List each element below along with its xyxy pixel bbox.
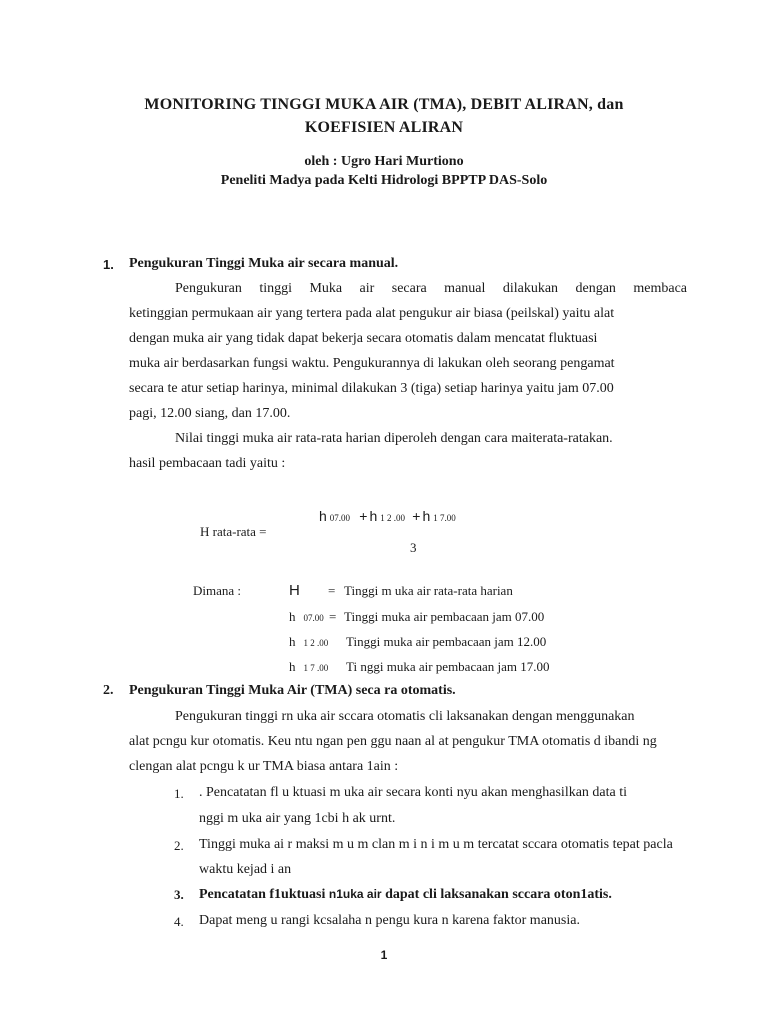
section1-para1-line3: dengan muka air yang tidak dapat bekerja secara otomatis dalam mencatat fluktuasi — [129, 331, 598, 346]
list-item-3-number: 3. — [174, 887, 184, 902]
list-item-3-line1: Pencatatan f1uktuasi n1uka air dapat cli laksanakan sccara oton1atis. — [199, 887, 612, 902]
affiliation-line: Peneliti Madya pada Kelti Hidrologi BPPTP DAS-Solo — [220, 173, 548, 188]
list-item-1-number: 1. — [174, 786, 184, 801]
list-item-2-number: 2. — [174, 838, 184, 853]
list-item-4-number: 4. — [174, 914, 184, 929]
section2-number: 2. — [103, 683, 114, 698]
where-row-1-eq: = — [328, 583, 336, 598]
section1-para1-line6: pagi, 12.00 siang, dan 17.00. — [129, 406, 291, 421]
section2-para-line3: clengan alat pcngu k ur TMA biasa antara 1ain : — [129, 759, 399, 774]
formula-denominator: 3 — [410, 540, 417, 555]
section1-para1-line5: secara te atur setiap harinya, minimal dilakukan 3 (tiga) setiap harinya yaitu jam 07.00 — [129, 381, 614, 396]
section2-para-line1: Pengukuran tinggi rn uka air sccara otomatis cli laksanakan dengan menggunakan — [175, 709, 635, 724]
where-label: Dimana : — [193, 583, 242, 598]
where-row-1: H — [289, 582, 300, 599]
section1-heading: Pengukuran Tinggi Muka air secara manual. — [129, 256, 399, 271]
page-number: 1 — [380, 948, 388, 962]
section1-number: 1. — [103, 257, 114, 272]
section1-para1-line1: Pengukuran tinggi Muka air secara manual dilakukan dengan membaca — [175, 281, 687, 296]
list-item-2-line1: Tinggi muka ai r maksi m u m clan m i n i m u m tercatat sccara otomatis tepat pacla — [199, 837, 673, 852]
list-item-1-line1: . Pencatatan fl u ktuasi m uka air secara konti nyu akan menghasilkan data ti — [199, 785, 628, 800]
list-item-4-line1: Dapat meng u rangi kcsalaha n pengu kura n karena faktor manusia. — [199, 913, 580, 928]
section2-para-line2: alat pcngu kur otomatis. Keu ntu ngan pen ggu naan al at pengukur TMA otomatis d ibandi ng — [129, 734, 657, 749]
document-title-line1: MONITORING TINGGI MUKA AIR (TMA), DEBIT ALIRAN, dan — [144, 96, 624, 113]
where-row-2-text: Tinggi muka air pembacaan jam 07.00 — [344, 609, 545, 624]
section1-para2-line1: Nilai tinggi muka air rata-rata harian diperoleh dengan cara maiterata-ratakan. — [175, 431, 613, 446]
section1-para1-line2: ketinggian permukaan air yang tertera pada alat pengukur air biasa (peilskal) yaitu alat — [129, 306, 615, 321]
where-row-2: h 07.00 = — [289, 609, 337, 624]
author-line: oleh : Ugro Hari Murtiono — [304, 154, 464, 169]
section2-heading: Pengukuran Tinggi Muka Air (TMA) seca ra otomatis. — [129, 683, 456, 698]
formula-lhs: H rata-rata = — [200, 524, 267, 539]
where-row-4: h 1 7 .00 — [289, 659, 329, 674]
list-item-2-line2: waktu kejad i an — [199, 862, 292, 877]
where-row-4-text: Ti nggi muka air pembacaan jam 17.00 — [346, 659, 550, 674]
document-title-line2: KOEFISIEN ALIRAN — [304, 119, 464, 136]
formula-numerator: h 07.00 + h 1 2 .00 + h 1 7.00 — [319, 508, 456, 524]
where-row-3: h 1 2 .00 — [289, 634, 329, 649]
where-row-1-text: Tinggi m uka air rata-rata harian — [344, 583, 513, 598]
section1-para1-line4: muka air berdasarkan fungsi waktu. Pengukurannya di lakukan oleh seorang pengamat — [129, 356, 615, 371]
section1-para2-line2: hasil pembacaan tadi yaitu : — [129, 456, 286, 471]
where-row-3-text: Tinggi muka air pembacaan jam 12.00 — [346, 634, 547, 649]
list-item-1-line2: nggi m uka air yang 1cbi h ak urnt. — [199, 811, 396, 826]
